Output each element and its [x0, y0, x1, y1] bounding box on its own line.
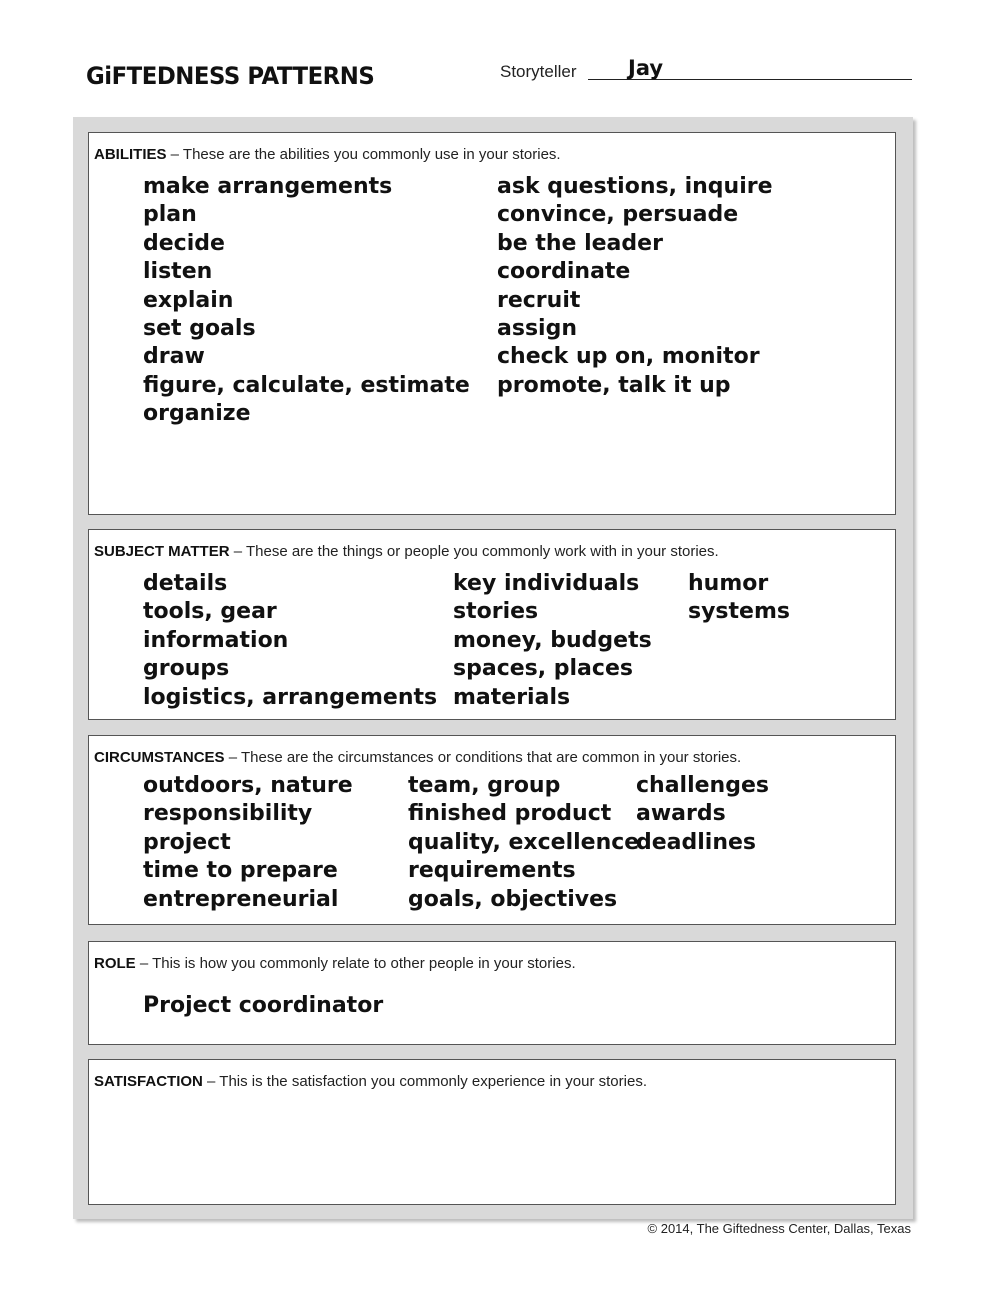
list-item: challenges	[636, 773, 769, 798]
list-item: draw	[143, 344, 205, 370]
list-item: organize	[143, 401, 251, 427]
subject-matter-heading: SUBJECT MATTER	[94, 543, 230, 560]
patterns-panel	[73, 117, 913, 1219]
list-item: coordinate	[497, 259, 631, 285]
list-item: key individuals	[453, 571, 640, 596]
list-item: check up on, monitor	[497, 344, 760, 370]
role-section	[88, 941, 896, 1045]
subject-matter-column-3	[688, 570, 790, 627]
list-item: convince, persuade	[497, 202, 739, 228]
list-item: awards	[636, 801, 726, 827]
abilities-description: – These are the abilities you commonly use in your stories.	[166, 146, 561, 163]
list-item: stories	[453, 599, 539, 625]
storyteller-value[interactable]: Jay	[628, 56, 664, 80]
circumstances-column-3	[636, 772, 769, 857]
abilities-section	[88, 132, 896, 515]
list-item: assign	[497, 315, 577, 341]
circumstances-header	[94, 749, 741, 766]
list-item: be the leader	[497, 230, 663, 256]
copyright-footer: © 2014, The Giftedness Center, Dallas, Texas	[647, 1221, 911, 1236]
list-item: money, budgets	[453, 627, 652, 653]
abilities-column-1	[143, 173, 470, 429]
list-item: plan	[143, 202, 197, 228]
list-item: details	[143, 571, 228, 596]
storyteller-label: Storyteller	[500, 62, 577, 81]
list-item: quality, excellence	[408, 829, 640, 855]
abilities-column-2	[497, 173, 773, 400]
list-item: goals, objectives	[408, 886, 618, 912]
list-item: deadlines	[636, 829, 757, 855]
satisfaction-description: – This is the satisfaction you commonly experience in your stories.	[202, 1073, 647, 1090]
list-item: explain	[143, 287, 234, 313]
list-item: set goals	[143, 315, 256, 341]
list-item: promote, talk it up	[497, 372, 731, 398]
subject-matter-description: – These are the things or people you commonly work with in your stories.	[229, 543, 719, 560]
abilities-heading: ABILITIES	[94, 146, 167, 163]
list-item: groups	[143, 656, 230, 682]
subject-matter-header	[94, 543, 719, 560]
circumstances-description: – These are the circumstances or conditions that are common in your stories.	[224, 749, 742, 766]
list-item: outdoors, nature	[143, 773, 353, 798]
role-value: Project coordinator	[143, 993, 384, 1018]
page-title: GiFTEDNESS PATTERNS	[86, 62, 375, 90]
abilities-header	[94, 146, 561, 163]
satisfaction-header	[94, 1073, 647, 1090]
list-item: figure, calculate, estimate	[143, 372, 470, 398]
list-item: spaces, places	[453, 656, 633, 682]
subject-matter-column-2	[453, 570, 652, 712]
list-item: requirements	[408, 858, 576, 884]
list-item: listen	[143, 259, 213, 285]
circumstances-column-1	[143, 772, 353, 914]
list-item: materials	[453, 684, 571, 710]
storyteller-field[interactable]	[500, 56, 912, 82]
list-item: make arrangements	[143, 174, 393, 199]
list-item: tools, gear	[143, 599, 277, 625]
satisfaction-section	[88, 1059, 896, 1205]
list-item: decide	[143, 230, 225, 256]
list-item: responsibility	[143, 801, 313, 827]
circumstances-column-2	[408, 772, 639, 914]
list-item: logistics, arrangements	[143, 684, 438, 710]
circumstances-heading: CIRCUMSTANCES	[94, 749, 225, 766]
list-item: entrepreneurial	[143, 886, 339, 912]
subject-matter-section	[88, 529, 896, 720]
list-item: information	[143, 627, 289, 653]
role-header	[94, 955, 576, 972]
subject-matter-column-1	[143, 570, 437, 712]
list-item: recruit	[497, 287, 581, 313]
satisfaction-heading: SATISFACTION	[94, 1073, 203, 1090]
list-item: team, group	[408, 773, 561, 798]
list-item: systems	[688, 599, 790, 625]
role-description: – This is how you commonly relate to other people in your stories.	[135, 955, 576, 972]
list-item: finished product	[408, 801, 612, 827]
circumstances-section	[88, 735, 896, 925]
list-item: time to prepare	[143, 858, 338, 884]
list-item: humor	[688, 571, 769, 596]
role-heading: ROLE	[94, 955, 136, 972]
list-item: project	[143, 829, 231, 855]
list-item: ask questions, inquire	[497, 174, 773, 199]
